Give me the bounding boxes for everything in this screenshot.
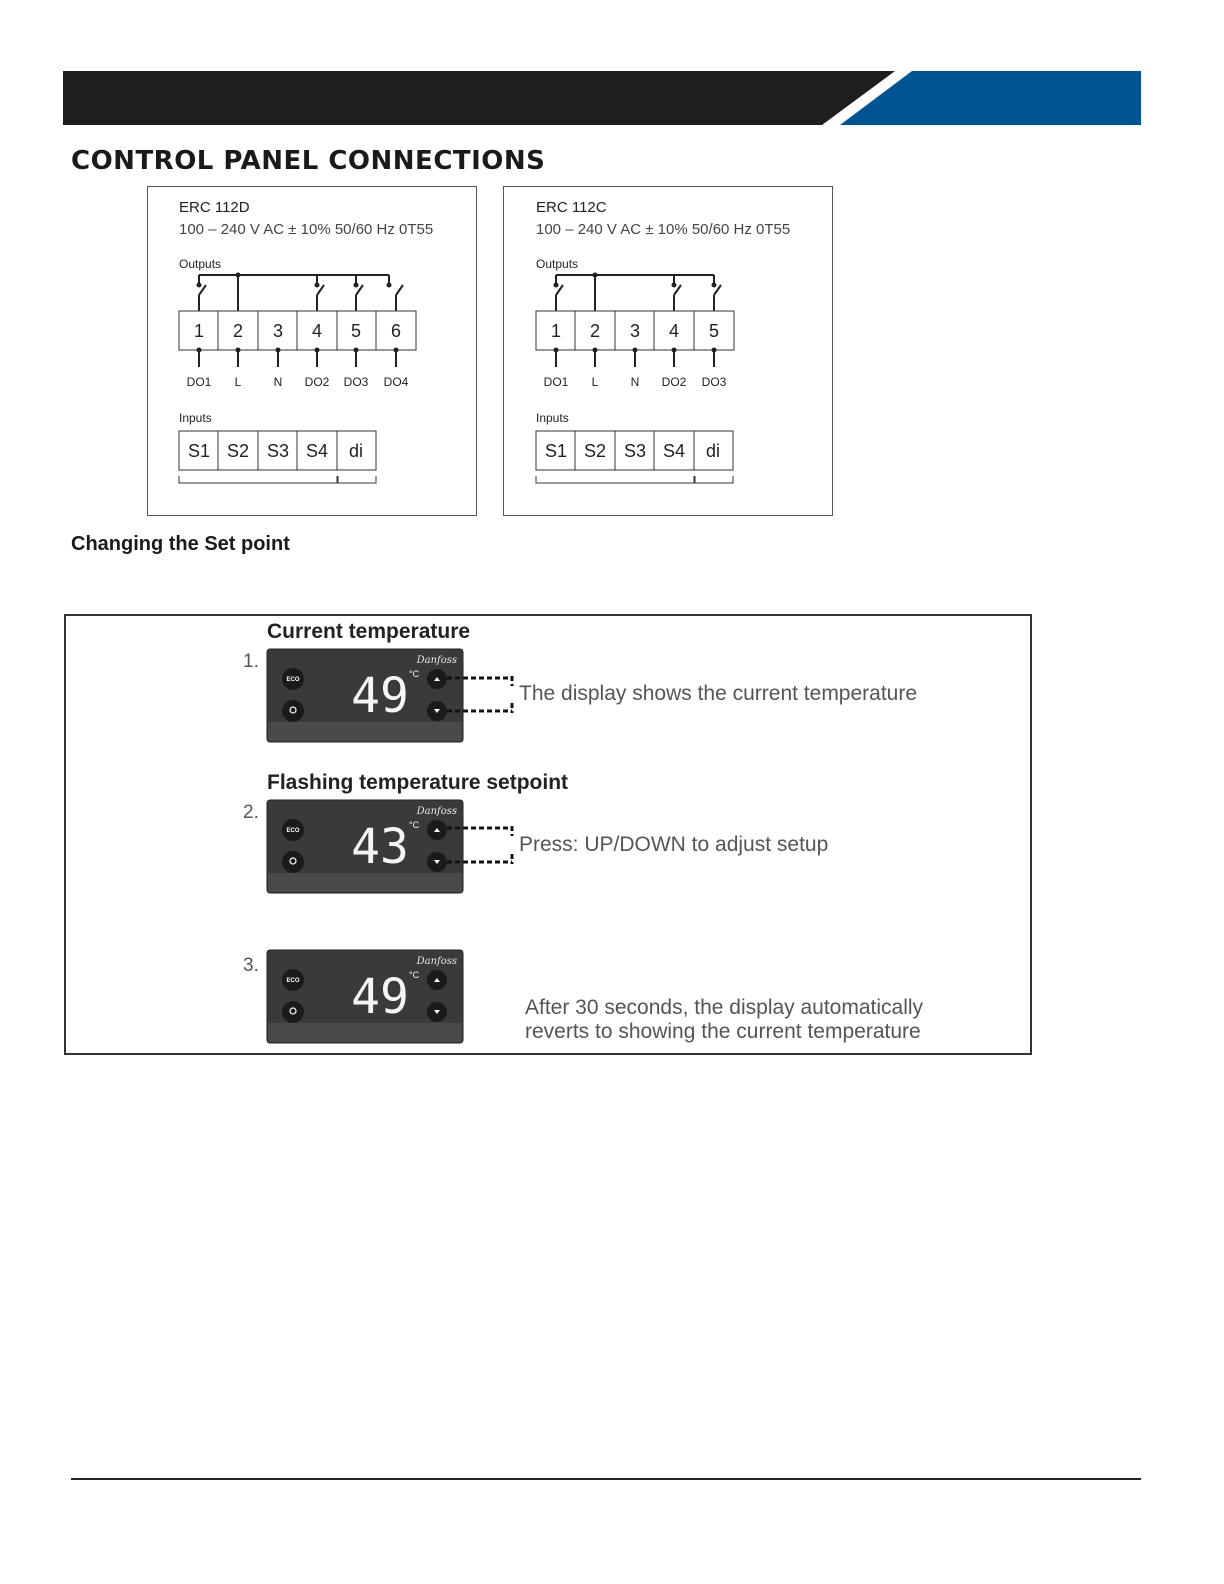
terminal-1: 1: [550, 321, 562, 341]
controller-display: [267, 649, 463, 742]
terminal-6: 6: [390, 321, 402, 341]
wiring-diagram-erc112c: [503, 186, 833, 516]
step-number: 1.: [243, 651, 259, 672]
step-description-line-1: After 30 seconds, the display automatically: [525, 996, 924, 1019]
banner-accent-band: [840, 71, 1141, 125]
supply-spec: 100 – 240 V AC ± 10% 50/60 Hz 0T55: [536, 221, 791, 238]
step-2: [243, 771, 828, 893]
eco-label: ECO: [286, 677, 300, 683]
down-button[interactable]: [427, 1002, 447, 1022]
terminal-label-do3: DO3: [701, 375, 727, 389]
section-title: CONTROL PANEL CONNECTIONS: [71, 146, 546, 176]
input-s2: S2: [226, 441, 250, 461]
terminal-block: [536, 311, 734, 350]
inputs-label: Inputs: [536, 411, 569, 425]
terminal-4: 4: [668, 321, 680, 341]
light-button[interactable]: [282, 851, 304, 873]
terminal-label-l: L: [591, 375, 599, 389]
terminal-5: 5: [350, 321, 362, 341]
terminal-label-do1: DO1: [543, 375, 569, 389]
unit-label: °C: [409, 970, 420, 980]
brand-logo: Danfoss: [416, 956, 457, 967]
up-button[interactable]: [427, 669, 447, 689]
light-button[interactable]: [282, 1001, 304, 1023]
footer-rule: [71, 1478, 1141, 1480]
wiring-diagram-erc112d: [147, 186, 477, 516]
input-s2: S2: [583, 441, 607, 461]
terminal-label-do3: DO3: [343, 375, 369, 389]
input-s1: S1: [187, 441, 211, 461]
step-title: Current temperature: [267, 620, 471, 643]
input-s4: S4: [662, 441, 686, 461]
eco-button[interactable]: [282, 819, 304, 841]
temperature-reading: 49: [351, 668, 409, 724]
input-s1: S1: [544, 441, 568, 461]
model-name: ERC 112C: [536, 199, 607, 216]
header-banner: [0, 0, 1224, 140]
output-bus: [199, 275, 403, 311]
input-brackets: [536, 476, 733, 483]
terminal-4: 4: [311, 321, 323, 341]
output-bus: [556, 275, 721, 311]
unit-label: °C: [409, 820, 420, 830]
eco-button[interactable]: [282, 668, 304, 690]
terminal-label-n: N: [273, 375, 283, 389]
step-3: [243, 950, 924, 1043]
up-button[interactable]: [427, 970, 447, 990]
input-di: di: [348, 441, 364, 461]
down-button[interactable]: [427, 852, 447, 872]
input-di: di: [705, 441, 721, 461]
inputs-label: Inputs: [179, 411, 212, 425]
step-number: 2.: [243, 802, 259, 823]
outputs-label: Outputs: [536, 257, 579, 271]
terminal-3: 3: [272, 321, 284, 341]
terminal-label-do2: DO2: [661, 375, 687, 389]
step-title: Flashing temperature setpoint: [267, 771, 569, 794]
input-s4: S4: [305, 441, 329, 461]
step-1: [243, 620, 917, 742]
input-block: [536, 431, 733, 470]
unit-label: °C: [409, 669, 420, 679]
down-button[interactable]: [427, 701, 447, 721]
model-name: ERC 112D: [179, 199, 250, 216]
up-button[interactable]: [427, 820, 447, 840]
input-block: [179, 431, 376, 470]
step-description: Press: UP/DOWN to adjust setup: [519, 833, 829, 856]
terminal-1: 1: [193, 321, 205, 341]
step-number: 3.: [243, 955, 259, 976]
eco-label: ECO: [286, 978, 300, 984]
temperature-reading: 49: [351, 969, 409, 1025]
terminal-block: [179, 311, 416, 350]
terminal-label-do1: DO1: [186, 375, 212, 389]
terminal-label-n: N: [630, 375, 640, 389]
banner-dark-band: [63, 71, 895, 125]
setpoint-steps-frame: [64, 614, 1032, 1055]
light-button[interactable]: [282, 700, 304, 722]
terminal-leads: [199, 350, 396, 367]
terminal-2: 2: [232, 321, 244, 341]
temperature-reading: 43: [351, 819, 409, 875]
terminal-leads: [556, 350, 714, 367]
terminal-2: 2: [589, 321, 601, 341]
terminal-label-l: L: [234, 375, 242, 389]
terminal-5: 5: [708, 321, 720, 341]
eco-button[interactable]: [282, 969, 304, 991]
step-description: The display shows the current temperature: [519, 682, 918, 705]
terminal-label-do2: DO2: [304, 375, 330, 389]
input-brackets: [179, 476, 376, 483]
step-description-line-2: reverts to showing the current temperature: [525, 1020, 921, 1043]
controller-display: [267, 800, 463, 893]
input-s3: S3: [266, 441, 290, 461]
terminal-label-do4: DO4: [383, 375, 409, 389]
input-s3: S3: [623, 441, 647, 461]
supply-spec: 100 – 240 V AC ± 10% 50/60 Hz 0T55: [179, 221, 434, 238]
controller-display: [267, 950, 463, 1043]
brand-logo: Danfoss: [416, 655, 457, 666]
eco-label: ECO: [286, 828, 300, 834]
outputs-label: Outputs: [179, 257, 222, 271]
terminal-3: 3: [629, 321, 641, 341]
brand-logo: Danfoss: [416, 806, 457, 817]
subheading: Changing the Set point: [71, 533, 290, 555]
